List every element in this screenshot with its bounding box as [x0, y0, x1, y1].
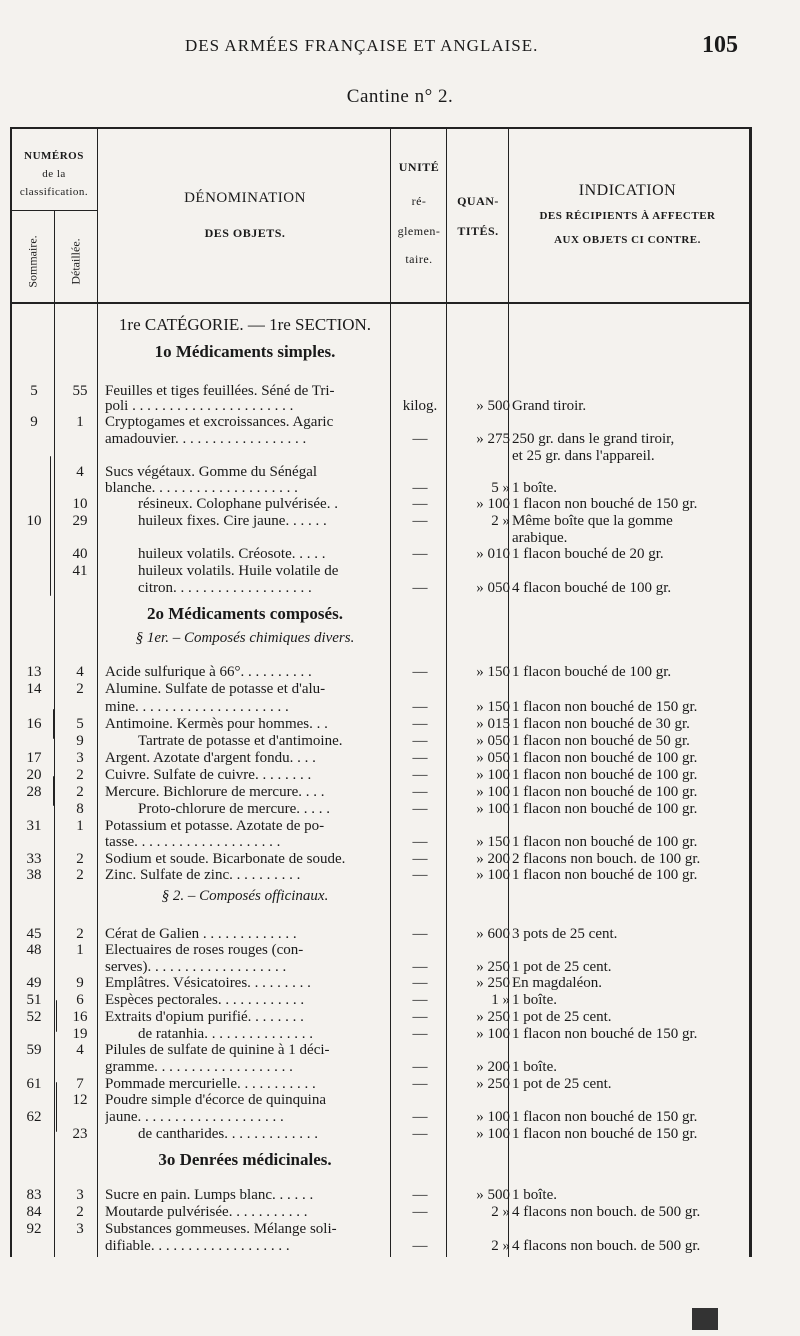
cell-unite: —: [412, 867, 428, 883]
cell-quantite: » 500: [476, 398, 510, 414]
cell-denomination: difiable. . . . . . . . . . . . . . . . . . .: [105, 1238, 290, 1254]
cell-denomination: Proto-chlorure de mercure. . . . .: [138, 801, 331, 817]
cell-unite: —: [412, 801, 428, 817]
cell-denomination: Cuivre. Sulfate de cuivre. . . . . . . .: [105, 767, 312, 783]
cell-indication: 4 flacons non bouch. de 500 gr.: [512, 1204, 701, 1220]
table-row: [0, 1109, 800, 1126]
cell-unite: —: [412, 1238, 428, 1254]
cell-quantite: » 015: [476, 716, 510, 732]
cell-denomination: Substances gommeuses. Mélange soli-: [105, 1221, 337, 1237]
table-row: [0, 851, 800, 868]
cell-detaillee: 6: [76, 992, 84, 1008]
col-header-des-objets: DES OBJETS.: [204, 226, 286, 240]
table-row: [0, 496, 800, 513]
cell-quantite: » 275: [476, 431, 510, 447]
cell-unite: —: [412, 1009, 428, 1025]
cell-sommaire: 10: [26, 513, 42, 529]
cell-sommaire: 33: [26, 851, 42, 867]
cell-denomination: poli . . . . . . . . . . . . . . . . . . . . . .: [105, 398, 294, 414]
cell-denomination: de cantharides. . . . . . . . . . . . .: [138, 1126, 318, 1142]
table-row: [0, 681, 800, 698]
cell-indication: 1 flacon non bouché de 100 gr.: [512, 750, 698, 766]
cell-denomination: mine. . . . . . . . . . . . . . . . . . . . .: [105, 699, 289, 715]
cell-quantite: » 100: [476, 867, 510, 883]
table-row: [0, 818, 800, 835]
cell-indication: 1 pot de 25 cent.: [512, 1009, 612, 1025]
cell-denomination: Mercure. Bichlorure de mercure. . . .: [105, 784, 325, 800]
table-row: [0, 716, 800, 733]
cell-indication: 1 flacon bouché de 20 gr.: [512, 546, 664, 562]
cell-indication: 250 gr. dans le grand tiroir,: [512, 431, 675, 447]
cell-detaillee: 2: [76, 1204, 84, 1220]
cell-indication: 3 pots de 25 cent.: [512, 926, 618, 942]
cell-indication: 1 flacon non bouché de 150 gr.: [512, 1109, 698, 1125]
cell-sommaire: 38: [26, 867, 42, 883]
cell-unite: —: [412, 664, 428, 680]
cell-indication: 1 flacon bouché de 100 gr.: [512, 664, 672, 680]
cell-sommaire: 20: [26, 767, 42, 783]
cell-quantite: » 050: [476, 750, 510, 766]
cell-indication: arabique.: [512, 530, 568, 546]
cell-detaillee: 8: [76, 801, 84, 817]
cell-sommaire: 5: [30, 383, 38, 399]
col-header-classification: classification.: [19, 186, 89, 198]
cell-detaillee: 7: [76, 1076, 84, 1092]
cell-indication: 4 flacon bouché de 100 gr.: [512, 580, 672, 596]
col-header-de-la: de la: [42, 168, 66, 180]
cell-sommaire: 59: [26, 1042, 42, 1058]
cell-denomination: Argent. Azotate d'argent fondu. . . .: [105, 750, 316, 766]
cell-quantite: » 500: [476, 1187, 510, 1203]
cell-indication: et 25 gr. dans l'appareil.: [512, 448, 655, 464]
cell-indication: 1 flacon non bouché de 100 gr.: [512, 834, 698, 850]
cell-unite: —: [412, 784, 428, 800]
cell-sommaire: 13: [26, 664, 42, 680]
cell-quantite: » 150: [476, 834, 510, 850]
cell-quantite: » 100: [476, 784, 510, 800]
cell-unite: —: [412, 767, 428, 783]
cell-detaillee: 4: [76, 464, 84, 480]
cell-detaillee: 19: [72, 1026, 88, 1042]
cell-detaillee: 4: [76, 1042, 84, 1058]
cell-detaillee: 4: [76, 664, 84, 680]
col-header-denomination: DÉNOMINATION: [184, 190, 306, 206]
table-row: [0, 926, 800, 943]
cell-unite: —: [412, 975, 428, 991]
cell-sommaire: 84: [26, 1204, 42, 1220]
cell-indication: 1 boîte.: [512, 1187, 557, 1203]
cell-indication: 1 boîte.: [512, 992, 557, 1008]
cell-indication: Même boîte que la gomme: [512, 513, 673, 529]
cantine-title: Cantine n° 2.: [346, 86, 454, 107]
col-header-taire: taire.: [405, 252, 433, 266]
cell-denomination: Sucs végétaux. Gomme du Sénégal: [105, 464, 318, 480]
table-row: [0, 1221, 800, 1238]
cell-indication: En magdaléon.: [512, 975, 602, 991]
cell-denomination: Feuilles et tiges feuillées. Séné de Tri-: [105, 383, 335, 399]
table-row: [0, 1059, 800, 1076]
cell-detaillee: 5: [76, 716, 84, 732]
cell-detaillee: 2: [76, 681, 84, 697]
table-row: [0, 664, 800, 681]
cell-indication: 1 flacon non bouché de 150 gr.: [512, 1026, 698, 1042]
table-row: [0, 1009, 800, 1026]
cell-unite: —: [412, 431, 428, 447]
cell-denomination: Pilules de sulfate de quinine à 1 déci-: [105, 1042, 330, 1058]
cell-sommaire: 52: [26, 1009, 42, 1025]
cell-denomination: Extraits d'opium purifié. . . . . . . .: [105, 1009, 304, 1025]
table-row: [0, 942, 800, 959]
cell-denomination: Moutarde pulvérisée. . . . . . . . . . .: [105, 1204, 308, 1220]
cell-quantite: » 100: [476, 496, 510, 512]
cell-denomination: résineux. Colophane pulvérisée. .: [138, 496, 338, 512]
table-row: [0, 699, 800, 716]
col-header-glemen: glemen-: [397, 224, 441, 238]
cell-indication: 1 flacon non bouché de 100 gr.: [512, 867, 698, 883]
cell-unite: —: [412, 1076, 428, 1092]
cell-detaillee: 9: [76, 975, 84, 991]
cell-sommaire: 28: [26, 784, 42, 800]
cell-quantite: 5 »: [491, 480, 510, 496]
cell-detaillee: 1: [76, 942, 84, 958]
table-row: [0, 530, 800, 547]
cell-indication: 1 pot de 25 cent.: [512, 959, 612, 975]
table-row: [0, 1092, 800, 1109]
cell-sommaire: 9: [30, 414, 38, 430]
table-row: [0, 414, 800, 431]
paragraph-heading-chimiques: § 1er. – Composés chimiques divers.: [135, 630, 355, 646]
cell-quantite: » 100: [476, 1109, 510, 1125]
cell-denomination: Pommade mercurielle. . . . . . . . . . .: [105, 1076, 316, 1092]
cell-quantite: » 150: [476, 664, 510, 680]
cell-unite: —: [412, 716, 428, 732]
cell-unite: —: [412, 1187, 428, 1203]
library-stamp: [692, 1308, 718, 1330]
table-row: [0, 867, 800, 884]
table-row: [0, 1026, 800, 1043]
table-row: [0, 750, 800, 767]
cell-indication: 1 flacon non bouché de 150 gr.: [512, 699, 698, 715]
cell-denomination: Acide sulfurique à 66°. . . . . . . . . .: [105, 664, 312, 680]
cell-denomination: Poudre simple d'écorce de quinquina: [105, 1092, 326, 1108]
table-row: [0, 431, 800, 448]
col-header-re: ré-: [411, 194, 427, 208]
cell-indication: 2 flacons non bouch. de 100 gr.: [512, 851, 701, 867]
col-header-detaillee: Détaillée.: [68, 238, 83, 285]
table-row: [0, 580, 800, 597]
cell-indication: 4 flacons non bouch. de 500 gr.: [512, 1238, 701, 1254]
cell-indication: 1 flacon non bouché de 50 gr.: [512, 733, 690, 749]
table-row: [0, 1042, 800, 1059]
col-header-tites: TITÉS.: [457, 224, 499, 238]
cell-quantite: » 600: [476, 926, 510, 942]
cell-quantite: » 010: [476, 546, 510, 562]
cell-sommaire: 83: [26, 1187, 42, 1203]
cell-quantite: » 100: [476, 1026, 510, 1042]
cell-unite: —: [412, 851, 428, 867]
cell-detaillee: 41: [72, 563, 88, 579]
cell-quantite: » 150: [476, 699, 510, 715]
table-row: [0, 1076, 800, 1093]
table-row: [0, 733, 800, 750]
cell-denomination: jaune. . . . . . . . . . . . . . . . . . . .: [105, 1109, 284, 1125]
cell-detaillee: 3: [76, 750, 84, 766]
cell-sommaire: 51: [26, 992, 42, 1008]
category-heading: 1re CATÉGORIE. — 1re SECTION.: [118, 315, 372, 334]
section-heading-denrees: 3o Denrées médicinales.: [158, 1150, 332, 1169]
cell-unite: —: [412, 580, 428, 596]
cell-detaillee: 2: [76, 784, 84, 800]
cell-sommaire: 48: [26, 942, 42, 958]
cell-denomination: Cryptogames et excroissances. Agaric: [105, 414, 334, 430]
header-subdivider: [10, 210, 97, 211]
cell-unite: —: [412, 834, 428, 850]
cell-indication: 1 flacon non bouché de 150 gr.: [512, 1126, 698, 1142]
cell-denomination: huileux fixes. Cire jaune. . . . . .: [138, 513, 327, 529]
cell-unite: —: [412, 959, 428, 975]
cell-denomination: Emplâtres. Vésicatoires. . . . . . . . .: [105, 975, 311, 991]
section-heading-composes: 2o Médicaments composés.: [147, 604, 343, 623]
cell-indication: Grand tiroir.: [512, 398, 587, 414]
table-row: [0, 1187, 800, 1204]
cell-unite: —: [412, 1126, 428, 1142]
cell-detaillee: 2: [76, 851, 84, 867]
cell-indication: 1 boîte.: [512, 480, 557, 496]
table-row: [0, 767, 800, 784]
cell-unite: —: [412, 733, 428, 749]
cell-indication: 1 flacon non bouché de 100 gr.: [512, 801, 698, 817]
header-bottom-rule: [10, 302, 752, 304]
cell-indication: 1 pot de 25 cent.: [512, 1076, 612, 1092]
cell-sommaire: 49: [26, 975, 42, 991]
cell-denomination: amadouvier. . . . . . . . . . . . . . . . . .: [105, 431, 307, 447]
col-header-quan: QUAN-: [457, 194, 499, 208]
cell-indication: 1 flacon non bouché de 100 gr.: [512, 784, 698, 800]
table-row: [0, 1238, 800, 1255]
cell-denomination: serves). . . . . . . . . . . . . . . . . . .: [105, 959, 287, 975]
cell-detaillee: 12: [72, 1092, 88, 1108]
cell-denomination: blanche. . . . . . . . . . . . . . . . . . . .: [105, 480, 298, 496]
cell-quantite: » 100: [476, 1126, 510, 1142]
cell-denomination: gramme. . . . . . . . . . . . . . . . . . .: [105, 1059, 293, 1075]
cell-unite: —: [412, 750, 428, 766]
cell-detaillee: 55: [72, 383, 88, 399]
cell-denomination: Espèces pectorales. . . . . . . . . . . .: [105, 992, 305, 1008]
cell-denomination: huileux volatils. Huile volatile de: [138, 563, 339, 579]
cell-unite: —: [412, 1109, 428, 1125]
cell-detaillee: 2: [76, 867, 84, 883]
cell-sommaire: 62: [26, 1109, 42, 1125]
cell-detaillee: 16: [72, 1009, 88, 1025]
table-row: [0, 546, 800, 563]
cell-quantite: » 200: [476, 851, 510, 867]
table-row: [0, 1204, 800, 1221]
cell-unite: —: [412, 992, 428, 1008]
col-header-sommaire: Sommaire.: [25, 235, 40, 288]
cell-detaillee: 1: [76, 818, 84, 834]
col-header-unite: UNITÉ: [398, 160, 440, 174]
cell-unite: —: [412, 496, 428, 512]
col-header-indication-sub1: DES RÉCIPIENTS À AFFECTER: [539, 210, 716, 222]
cell-denomination: huileux volatils. Créosote. . . . .: [138, 546, 326, 562]
cell-sommaire: 16: [26, 716, 42, 732]
cell-unite: —: [412, 480, 428, 496]
cell-indication: 1 boîte.: [512, 1059, 557, 1075]
cell-detaillee: 10: [72, 496, 88, 512]
cell-detaillee: 23: [72, 1126, 88, 1142]
page-header: [0, 32, 800, 60]
cell-quantite: » 250: [476, 1076, 510, 1092]
cell-denomination: Sodium et soude. Bicarbonate de soude.: [105, 851, 346, 867]
cell-denomination: Electuaires de roses rouges (con-: [105, 942, 304, 958]
col-header-indication: INDICATION: [578, 182, 677, 199]
table-row: [0, 563, 800, 580]
cell-denomination: de ratanhia. . . . . . . . . . . . . . .: [138, 1026, 313, 1042]
cell-denomination: Zinc. Sulfate de zinc. . . . . . . . . .: [105, 867, 301, 883]
table-row: [0, 992, 800, 1009]
table-row: [0, 448, 800, 465]
cell-detaillee: 2: [76, 767, 84, 783]
cell-sommaire: 61: [26, 1076, 42, 1092]
cell-denomination: citron. . . . . . . . . . . . . . . . . . .: [138, 580, 312, 596]
running-title: DES ARMÉES FRANÇAISE ET ANGLAISE.: [185, 36, 539, 55]
paragraph-heading-officinaux: § 2. – Composés officinaux.: [161, 888, 329, 904]
table-row: [0, 464, 800, 481]
cell-quantite: » 050: [476, 733, 510, 749]
section-heading-simples: 1o Médicaments simples.: [154, 342, 336, 361]
cell-sommaire: 45: [26, 926, 42, 942]
cell-quantite: 2 »: [491, 1238, 510, 1254]
cell-quantite: » 250: [476, 975, 510, 991]
cell-sommaire: 14: [26, 681, 42, 697]
cell-unite: —: [412, 1204, 428, 1220]
cell-quantite: » 250: [476, 959, 510, 975]
cell-quantite: » 250: [476, 1009, 510, 1025]
cell-denomination: Cérat de Galien . . . . . . . . . . . . .: [105, 926, 297, 942]
cell-detaillee: 1: [76, 414, 84, 430]
cell-unite: —: [412, 926, 428, 942]
cell-denomination: Alumine. Sulfate de potasse et d'alu-: [105, 681, 326, 697]
cell-quantite: » 050: [476, 580, 510, 596]
cell-unite: —: [412, 513, 428, 529]
cell-indication: 1 flacon non bouché de 100 gr.: [512, 767, 698, 783]
cell-sommaire: 92: [26, 1221, 42, 1237]
cell-denomination: Sucre en pain. Lumps blanc. . . . . .: [105, 1187, 314, 1203]
cell-indication: 1 flacon non bouché de 30 gr.: [512, 716, 690, 732]
col-header-numeros: NUMÉROS: [24, 150, 84, 162]
cell-unite: —: [412, 1059, 428, 1075]
cell-quantite: » 200: [476, 1059, 510, 1075]
col-header-indication-sub2: AUX OBJETS CI CONTRE.: [554, 234, 701, 246]
cell-unite: —: [412, 699, 428, 715]
table-row: [0, 975, 800, 992]
cell-unite: —: [412, 1026, 428, 1042]
table-row: [0, 959, 800, 976]
table-row: [0, 398, 800, 415]
cell-unite: —: [412, 546, 428, 562]
cell-detaillee: 29: [72, 513, 88, 529]
cell-unite: kilog.: [402, 398, 438, 414]
cell-sommaire: 31: [26, 818, 42, 834]
cell-detaillee: 3: [76, 1221, 84, 1237]
cell-denomination: Potassium et potasse. Azotate de po-: [105, 818, 325, 834]
cell-quantite: 1 »: [491, 992, 510, 1008]
cell-indication: 1 flacon non bouché de 150 gr.: [512, 496, 698, 512]
cell-detaillee: 40: [72, 546, 88, 562]
cell-denomination: tasse. . . . . . . . . . . . . . . . . . . .: [105, 834, 281, 850]
cell-detaillee: 3: [76, 1187, 84, 1203]
table-row: [0, 480, 800, 497]
cell-quantite: » 100: [476, 767, 510, 783]
cell-denomination: Antimoine. Kermès pour hommes. . .: [105, 716, 328, 732]
table-row: [0, 784, 800, 801]
page-number: 105: [702, 32, 738, 58]
cell-detaillee: 9: [76, 733, 84, 749]
cell-quantite: » 100: [476, 801, 510, 817]
cell-quantite: 2 »: [491, 1204, 510, 1220]
table-row: [0, 801, 800, 818]
cell-sommaire: 17: [26, 750, 42, 766]
table-row: [0, 513, 800, 530]
table-row: [0, 834, 800, 851]
cell-detaillee: 2: [76, 926, 84, 942]
table-row: [0, 1126, 800, 1143]
cell-denomination: Tartrate de potasse et d'antimoine.: [138, 733, 343, 749]
cell-quantite: 2 »: [491, 513, 510, 529]
